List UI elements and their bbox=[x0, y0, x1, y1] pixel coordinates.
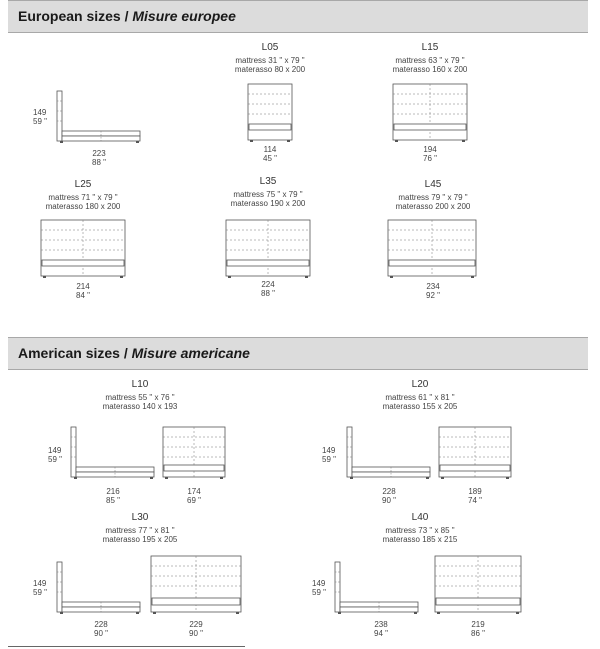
us-l20-side-width bbox=[382, 487, 396, 505]
us-l10-side-cm: 216 bbox=[106, 487, 120, 496]
eu-l25-front-drawing bbox=[41, 220, 125, 278]
us-l10-front-cm: 174 bbox=[187, 487, 201, 496]
us-l10-height-cm: 149 bbox=[48, 446, 62, 455]
eu-l15-mattress: mattress 63 " x 79 " bbox=[395, 56, 465, 65]
us-l20-side-in: 90 bbox=[382, 496, 391, 505]
inch-mark: " bbox=[482, 629, 485, 638]
eu-l35-name: L35 bbox=[259, 176, 277, 187]
us-l40-front-width bbox=[471, 620, 485, 638]
eu-height-cm: 149 bbox=[33, 108, 47, 117]
us-l10-materasso: materasso 140 x 193 bbox=[102, 402, 178, 411]
us-l10-side-drawing bbox=[71, 427, 154, 479]
us-l20-name: L20 bbox=[411, 379, 429, 390]
us-l20-height bbox=[322, 446, 336, 464]
us-l10-side-width bbox=[106, 487, 120, 505]
eu-l15-name: L15 bbox=[421, 42, 439, 53]
us-l20-materasso: materasso 155 x 205 bbox=[382, 402, 458, 411]
us-l30-side-cm: 228 bbox=[94, 620, 108, 629]
european-title-it: Misure europee bbox=[132, 8, 236, 24]
inch-mark: " bbox=[44, 117, 47, 126]
inch-mark: " bbox=[87, 291, 90, 300]
inch-mark: " bbox=[59, 455, 62, 464]
us-l10-front-in: 69 bbox=[187, 496, 196, 505]
inch-mark: " bbox=[117, 496, 120, 505]
inch-mark: " bbox=[105, 629, 108, 638]
eu-l25-in: 84 bbox=[76, 291, 85, 300]
inch-mark: " bbox=[385, 629, 388, 638]
us-l30-height-cm: 149 bbox=[33, 579, 47, 588]
inch-mark: " bbox=[323, 588, 326, 597]
inch-mark: " bbox=[274, 154, 277, 163]
us-l40-height-in: 59 bbox=[312, 588, 321, 597]
us-l40-side-cm: 238 bbox=[374, 620, 388, 629]
us-l30-front-in: 90 bbox=[189, 629, 198, 638]
eu-l45-materasso: materasso 200 x 200 bbox=[395, 202, 471, 211]
inch-mark: " bbox=[103, 158, 106, 167]
eu-l25-width bbox=[76, 282, 90, 300]
eu-l05-cm: 114 bbox=[263, 145, 277, 154]
american-title-en: American sizes / bbox=[18, 345, 132, 361]
inch-mark: " bbox=[333, 455, 336, 464]
american-title-it: Misure americane bbox=[131, 345, 250, 361]
us-l10-height bbox=[48, 446, 62, 464]
us-l10-height-in: 59 bbox=[48, 455, 57, 464]
eu-width-cm: 223 bbox=[92, 149, 106, 158]
us-l10-name: L10 bbox=[131, 379, 149, 390]
eu-l05-mattress: mattress 31 " x 79 " bbox=[235, 56, 305, 65]
us-l30-front-drawing bbox=[151, 556, 241, 614]
us-l20-front-in: 74 bbox=[468, 496, 477, 505]
us-l20-height-in: 59 bbox=[322, 455, 331, 464]
us-l30-front-width bbox=[189, 620, 203, 638]
eu-l35-front-drawing bbox=[226, 220, 310, 278]
inch-mark: " bbox=[200, 629, 203, 638]
eu-l45-in: 92 bbox=[426, 291, 435, 300]
us-l40-height bbox=[312, 579, 326, 597]
us-l20-side-drawing bbox=[347, 427, 430, 479]
eu-l45-mattress: mattress 79 " x 79 " bbox=[398, 193, 468, 202]
us-l40-mattress: mattress 73 " x 85 " bbox=[385, 526, 455, 535]
inch-mark: " bbox=[393, 496, 396, 505]
us-l40-materasso: materasso 185 x 215 bbox=[382, 535, 458, 544]
us-l10-front-drawing bbox=[163, 427, 225, 479]
us-l30-mattress: mattress 77 " x 81 " bbox=[105, 526, 175, 535]
inch-mark: " bbox=[198, 496, 201, 505]
eu-l05-name: L05 bbox=[261, 42, 279, 53]
us-l30-height-in: 59 bbox=[33, 588, 42, 597]
us-l10-side-in: 85 bbox=[106, 496, 115, 505]
us-l20-height-cm: 149 bbox=[322, 446, 336, 455]
eu-l25-cm: 214 bbox=[76, 282, 90, 291]
eu-side-width-label bbox=[92, 149, 106, 167]
eu-l15-cm: 194 bbox=[423, 145, 437, 154]
us-l30-materasso: materasso 195 x 205 bbox=[102, 535, 178, 544]
eu-l45-cm: 234 bbox=[426, 282, 440, 291]
us-l20-side-cm: 228 bbox=[382, 487, 396, 496]
us-l30-side-width bbox=[94, 620, 108, 638]
eu-l35-cm: 224 bbox=[261, 280, 275, 289]
eu-l45-name: L45 bbox=[424, 179, 442, 190]
us-l30-side-in: 90 bbox=[94, 629, 103, 638]
us-l40-side-in: 94 bbox=[374, 629, 383, 638]
us-l20-mattress: mattress 61 " x 81 " bbox=[385, 393, 455, 402]
us-l40-front-drawing bbox=[435, 556, 521, 614]
inch-mark: " bbox=[272, 289, 275, 298]
eu-l05-front-drawing bbox=[248, 84, 292, 142]
eu-side-height-label bbox=[33, 108, 47, 126]
us-l40-side-width bbox=[374, 620, 388, 638]
us-l30-height bbox=[33, 579, 47, 597]
us-l40-front-in: 86 bbox=[471, 629, 480, 638]
us-l40-name: L40 bbox=[411, 512, 429, 523]
eu-l15-width bbox=[423, 145, 437, 163]
eu-l45-front-drawing bbox=[388, 220, 476, 278]
eu-l15-in: 76 bbox=[423, 154, 432, 163]
us-l10-front-width bbox=[187, 487, 201, 505]
eu-l25-materasso: materasso 180 x 200 bbox=[45, 202, 121, 211]
eu-l05-width bbox=[263, 145, 277, 163]
eu-l35-materasso: materasso 190 x 200 bbox=[230, 199, 306, 208]
eu-l35-in: 88 bbox=[261, 289, 270, 298]
us-l10-mattress: mattress 55 " x 76 " bbox=[105, 393, 175, 402]
eu-l25-mattress: mattress 71 " x 79 " bbox=[48, 193, 118, 202]
us-l40-side-drawing bbox=[335, 562, 418, 614]
eu-l35-mattress: mattress 75 " x 79 " bbox=[233, 190, 303, 199]
european-title-en: European sizes / bbox=[18, 8, 133, 24]
inch-mark: " bbox=[479, 496, 482, 505]
inch-mark: " bbox=[434, 154, 437, 163]
eu-l35-width bbox=[261, 280, 275, 298]
footer-rule bbox=[8, 646, 245, 647]
eu-height-in: 59 bbox=[33, 117, 42, 126]
us-l20-front-width bbox=[468, 487, 482, 505]
eu-side-drawing bbox=[57, 91, 140, 143]
us-l20-front-drawing bbox=[439, 427, 511, 479]
us-l40-front-cm: 219 bbox=[471, 620, 485, 629]
eu-l05-in: 45 bbox=[263, 154, 272, 163]
us-l40-height-cm: 149 bbox=[312, 579, 326, 588]
eu-l25-name: L25 bbox=[74, 179, 92, 190]
us-l30-front-cm: 229 bbox=[189, 620, 203, 629]
eu-width-in: 88 bbox=[92, 158, 101, 167]
us-l30-name: L30 bbox=[131, 512, 149, 523]
us-l20-front-cm: 189 bbox=[468, 487, 482, 496]
eu-l45-width bbox=[426, 282, 440, 300]
eu-l15-materasso: materasso 160 x 200 bbox=[392, 65, 468, 74]
inch-mark: " bbox=[437, 291, 440, 300]
eu-l05-materasso: materasso 80 x 200 bbox=[234, 65, 306, 74]
eu-l15-front-drawing bbox=[393, 84, 467, 142]
inch-mark: " bbox=[44, 588, 47, 597]
us-l30-side-drawing bbox=[57, 562, 140, 614]
